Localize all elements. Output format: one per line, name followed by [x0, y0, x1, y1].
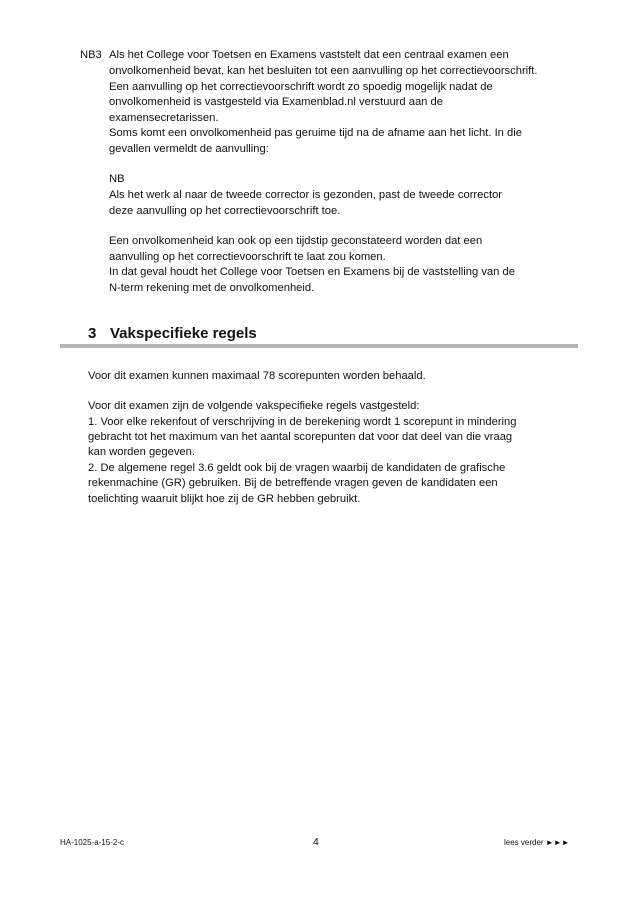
nb3-line: In dat geval houdt het College voor Toetsen en Examens bij de vaststelling van de [109, 266, 515, 278]
page-number: 4 [313, 836, 319, 848]
rule-1-line: 1. Voor elke rekenfout of verschrijving in de berekening wordt 1 scorepunt in mindering [88, 416, 517, 428]
nb3-line: Een onvolkomenheid kan ook op een tijdstip geconstateerd worden dat een [109, 235, 483, 247]
section-number: 3 [88, 325, 97, 342]
rule-1-line: kan worden gegeven. [88, 446, 195, 458]
nb3-line: Een aanvulling op het correctievoorschrift wordt zo spoedig mogelijk nadat de [109, 81, 493, 93]
rule-2-line: rekenmachine (GR) gebruiken. Bij de betreffende vragen geven de kandidaten een [88, 477, 498, 489]
document-code: HA-1025-a-15-2-c [60, 838, 125, 847]
rule-2-line: 2. De algemene regel 3.6 geldt ook bij de vragen waarbij de kandidaten de grafische [88, 462, 506, 474]
nb3-line: gevallen vermeldt de aanvulling: [109, 143, 269, 155]
section-title: Vakspecifieke regels [110, 325, 257, 342]
body-line: Voor dit examen kunnen maximaal 78 scorepunten worden behaald. [88, 370, 426, 382]
nb3-line: onvolkomenheid bevat, kan het besluiten tot een aanvulling op het correctievoorschrift. [109, 65, 538, 77]
section-divider [60, 344, 578, 348]
nb3-line: Soms komt een onvolkomenheid pas geruime tijd na de afname aan het licht. In die [109, 127, 522, 139]
body-line: Voor dit examen zijn de volgende vakspecifieke regels vastgesteld: [88, 400, 420, 412]
nb3-line: aanvulling op het correctievoorschrift te laat zou komen. [109, 251, 386, 263]
rule-1-line: gebracht tot het maximum van het aantal scorepunten dat voor dat deel van die vraag [88, 431, 513, 443]
nb3-line: Als het werk al naar de tweede corrector is gezonden, past de tweede corrector [109, 189, 503, 201]
rule-2-line: toelichting waaruit blijkt hoe zij de GR hebben gebruikt. [88, 493, 361, 505]
continue-indicator: lees verder ►►► [504, 838, 570, 847]
nb3-line: Als het College voor Toetsen en Examens vaststelt dat een centraal examen een [109, 49, 509, 61]
section-heading [88, 324, 257, 344]
nb3-label: NB3 [80, 49, 102, 61]
nb3-line: onvolkomenheid is vastgesteld via Examenblad.nl verstuurd aan de [109, 96, 443, 108]
nb-note-label: NB [109, 173, 125, 185]
nb3-line: deze aanvulling op het correctievoorschrift toe. [109, 205, 341, 217]
nb3-line: N-term rekening met de onvolkomenheid. [109, 282, 315, 294]
nb3-line: examensecretarissen. [109, 112, 219, 124]
